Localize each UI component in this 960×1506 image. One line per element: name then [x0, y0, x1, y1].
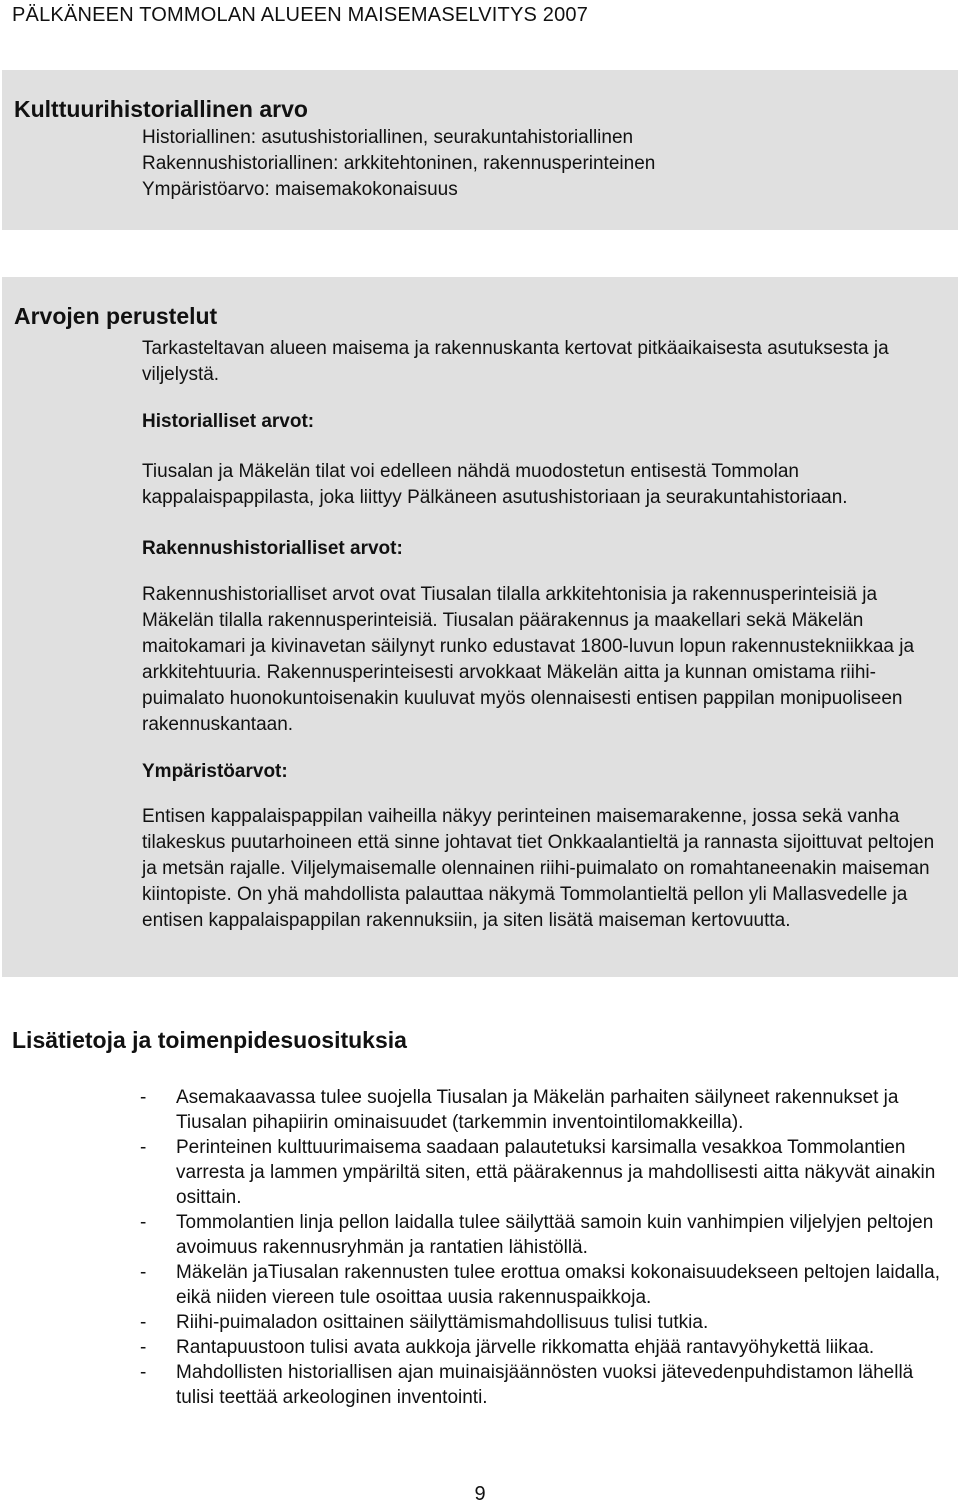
- document-header: PÄLKÄNEEN TOMMOLAN ALUEEN MAISEMASELVITYS 2007: [12, 4, 589, 26]
- cultural-value-box: [2, 70, 958, 230]
- page-number: 9: [474, 1483, 486, 1505]
- list-item-text: Tommolantien linja pellon laidalla tulee säilyttää samoin kuin vanhimpien viljelyjen peltojen avoimuus rakennusryhmän ja rantatien lähistöllä.: [176, 1212, 934, 1258]
- bullet-dash: -: [140, 1212, 147, 1233]
- environment-values-heading: Ympäristöarvot:: [142, 761, 288, 782]
- list-item: [140, 1135, 948, 1210]
- cultural-value-title: Kulttuurihistoriallinen arvo: [14, 96, 308, 122]
- value-line: Historiallinen: asutushistoriallinen, seurakuntahistoriallinen: [142, 127, 634, 148]
- list-item-text: Rantapuustoon tulisi avata aukkoja järvelle rikkomatta ehjää rantavyöhykettä liikaa.: [176, 1337, 875, 1358]
- list-item: [140, 1360, 948, 1410]
- building-values-text: Rakennushistorialliset arvot ovat Tiusalan tilalla arkkitehtonisia ja rakennusperinteisiä ja Mäkelän tilalla rakennusperinteisiä. Tiusalan päärakennus ja maakellari sekä Mäkelän maitokamari ja kivinavetan säilynyt runko edustavat 1800-luvun lopun rakennustekniikkaa ja arkkitehtuuria. Rakennusperinteisesti arvokkaat Mäkelän aitta ja kunnan omistama riihi-puimalato huonokuntoisenakin kuuluvat myös olennaisesti entisen pappilan monipuoliseen rakennuskantaan.: [142, 584, 915, 735]
- list-item: [140, 1335, 948, 1360]
- list-item-text: Mäkelän jaTiusalan rakennusten tulee erottua omaksi kokonaisuudekseen peltojen laidalla, eikä niiden viereen tule osoittaa uusia rakennuspaikkoja.: [176, 1262, 940, 1308]
- list-item: [140, 1260, 948, 1310]
- bullet-dash: -: [140, 1312, 147, 1333]
- value-justification-box: [2, 277, 958, 977]
- list-item-text: Mahdollisten historiallisen ajan muinaisjäännösten vuoksi jätevedenpuhdistamon lähellä tulisi teettää arkeologinen inventointi.: [176, 1362, 914, 1408]
- recommendations-list: [140, 1085, 948, 1410]
- bullet-dash: -: [140, 1337, 147, 1358]
- historical-values-text: Tiusalan ja Mäkelän tilat voi edelleen nähdä muodostetun entisestä Tommolan kappalaispappilasta, joka liittyy Pälkäneen asutushistoriaan ja seurakuntahistoriaan.: [142, 461, 848, 508]
- bullet-dash: -: [140, 1362, 147, 1383]
- bullet-dash: -: [140, 1087, 147, 1108]
- cultural-value-lines: [142, 125, 655, 203]
- list-item: [140, 1310, 948, 1335]
- list-item-text: Asemakaavassa tulee suojella Tiusalan ja Mäkelän parhaiten säilyneet rakennukset ja Tiusalan pihapiirin ominaisuudet (tarkemmin inventointilomakkeilla).: [176, 1087, 899, 1133]
- recommendations-title: Lisätietoja ja toimenpidesuosituksia: [12, 1027, 407, 1053]
- bullet-dash: -: [140, 1262, 147, 1283]
- bullet-dash: -: [140, 1137, 147, 1158]
- list-item-text: Perinteinen kulttuurimaisema saadaan palautetuksi karsimalla vesakkoa Tommolantien varresta ja lammen ympäriltä siten, että päärakennus ja mahdollisesti aitta näkyvät ainakin osittain.: [176, 1137, 936, 1208]
- building-values-heading: Rakennushistorialliset arvot:: [142, 538, 403, 559]
- justification-title: Arvojen perustelut: [14, 303, 218, 329]
- value-line: Ympäristöarvo: maisemakokonaisuus: [142, 179, 458, 200]
- list-item: [140, 1085, 948, 1135]
- justification-intro: Tarkasteltavan alueen maisema ja rakennuskanta kertovat pitkäaikaisesta asutuksesta ja viljelystä.: [142, 338, 889, 385]
- value-line: Rakennushistoriallinen: arkkitehtoninen, rakennusperinteinen: [142, 153, 656, 174]
- historical-values-heading: Historialliset arvot:: [142, 411, 315, 432]
- environment-values-text: Entisen kappalaispappilan vaiheilla näkyy perinteinen maisemarakenne, jossa sekä vanha tilakeskus puutarhoineen että sinne johtavat tiet Onkkaalantieltä ja rannasta sijoittuvat peltojen ja metsän rajalle. Viljelymaisemalle olennainen riihi-puimalato on romahtaneenakin maiseman kiintopiste. On yhä mahdollista palauttaa näkymä Tommolantieltä pellon yli Mallasvedelle ja entisen kappalaispappilan rakennuksiin, ja siten lisätä maiseman kertovuutta.: [142, 806, 935, 931]
- list-item-text: Riihi-puimaladon osittainen säilyttämismahdollisuus tulisi tutkia.: [176, 1312, 709, 1333]
- list-item: [140, 1210, 948, 1260]
